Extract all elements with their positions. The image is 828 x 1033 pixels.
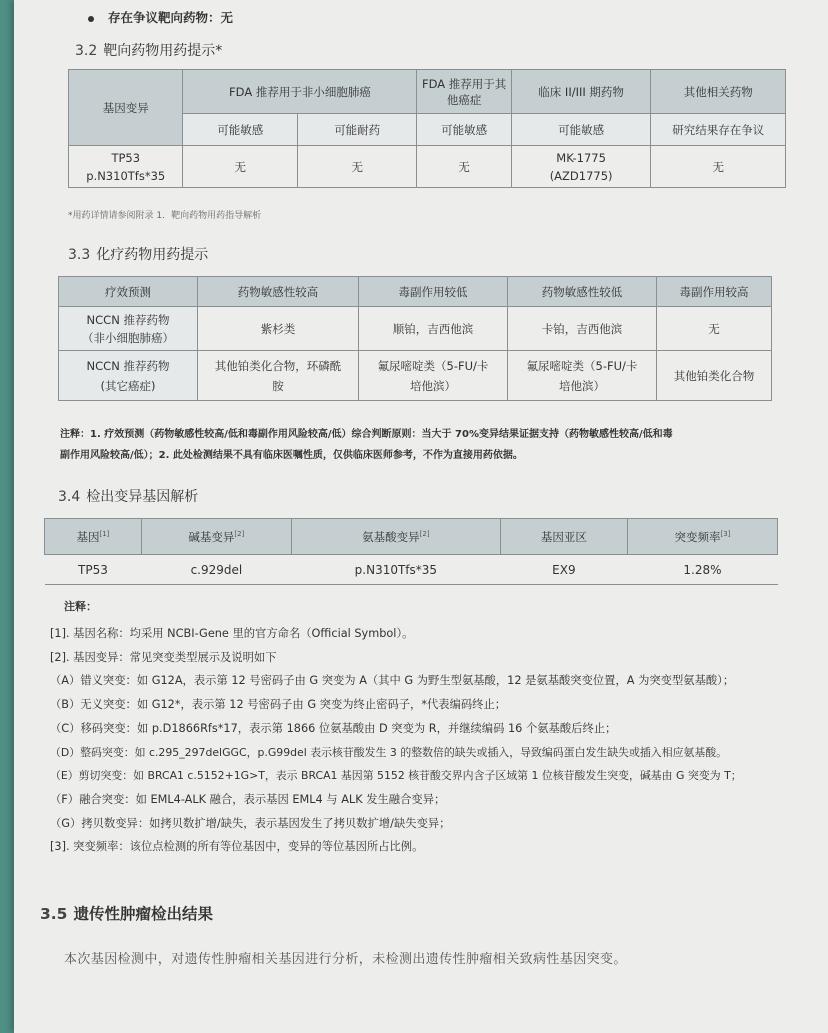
list-item: （A）错义突变：如 G12A，表示第 12 号密码子由 G 突变为 A（其中 G 为野生型氨基酸，12 是氨基酸突变位置，A 为突变型氨基酸）； xyxy=(50,674,735,688)
cell-base-change: c.929del xyxy=(141,555,291,585)
list-item: （C）移码突变：如 p.D1866Rfs*17，表示第 1866 位氨基酸由 D 突变为 R，并继续编码 16 个氨基酸后终止； xyxy=(50,721,617,735)
cell-fda-other-sensitive: 无 xyxy=(417,146,511,188)
targeted-footnote: *用药详情请参阅附录 1．靶向药物用药指导解析 xyxy=(68,211,262,221)
page-edge-band xyxy=(0,0,14,1033)
list-item: （E）剪切突变：如 BRCA1 c.5152+1G>T，表示 BRCA1 基因第 5152 核苷酸交界内含子区域第 1 位核苷酸发生突变，碱基由 G 突变为 T； xyxy=(50,769,742,783)
cell-clinical-drug: MK-1775 (AZD1775) xyxy=(511,146,651,188)
th-fda-other: FDA 推荐用于其他癌症 xyxy=(417,70,511,114)
th-sensitive-nsclc: 可能敏感 xyxy=(183,114,297,146)
table-row xyxy=(59,351,772,401)
th-frequency: 突变频率[3] xyxy=(627,519,777,555)
annotation-label: 注释： xyxy=(64,600,97,613)
th-gene-variant: 基因变异 xyxy=(69,70,183,146)
th-clinical-phase: 临床 II/III 期药物 xyxy=(511,70,651,114)
table-row xyxy=(45,555,778,585)
cell-fda-nsclc-sensitive: 无 xyxy=(183,146,297,188)
list-item: （D）整码突变：如 c.295_297delGGC，p.G99del 表示核苷酸发生 3 的整数倍的缺失或插入，导致编码蛋白发生缺失或插入相应氨基酸。 xyxy=(50,745,728,759)
th-low-toxicity: 毒副作用较低 xyxy=(359,277,508,307)
th-resistant-nsclc: 可能耐药 xyxy=(297,114,417,146)
th-other-drugs: 其他相关药物 xyxy=(651,70,786,114)
cell-gene: TP53 p.N310Tfs*35 xyxy=(69,146,183,188)
th-sensitive-clinical: 可能敏感 xyxy=(511,114,651,146)
cell-subregion: EX9 xyxy=(500,555,627,585)
section-3-3-title: 3.3 化疗药物用药提示 xyxy=(68,247,209,263)
th-disputed: 研究结果存在争议 xyxy=(651,114,786,146)
list-item: [3]. 突变频率：该位点检测的所有等位基因中，变异的等位基因所占比例。 xyxy=(50,840,424,854)
cell-gene: TP53 xyxy=(45,555,142,585)
cell-label-other: NCCN 推荐药物 (其它癌症) xyxy=(59,351,198,401)
chemo-note: 注释：1. 疗效预测（药物敏感性较高/低和毒副作用风险较高/低）综合判断原则：当大于 70%变异结果证据支持（药物敏感性较高/低和毒 副作用风险较高/低）；2. 此处检测结果不具有临床医嘱性质，仅供临床医师参考，不作为直接用药依据。 xyxy=(60,429,673,461)
th-gene: 基因[1] xyxy=(45,519,142,555)
list-item: （G）拷贝数变异：如拷贝数扩增/缺失，表示基因发生了拷贝数扩增/缺失变异； xyxy=(50,816,451,830)
list-item: （F）融合突变：如 EML4-ALK 融合，表示基因 EML4 与 ALK 发生融合变异； xyxy=(50,792,446,806)
cell-fda-nsclc-resistant: 无 xyxy=(297,146,417,188)
cell-high-sens-other: 其他铂类化合物，环磷酰 胺 xyxy=(198,351,359,401)
table-row xyxy=(69,146,786,188)
targeted-drug-table xyxy=(68,69,786,188)
th-high-sensitivity: 药物敏感性较高 xyxy=(198,277,359,307)
th-fda-nsclc: FDA 推荐用于非小细胞肺癌 xyxy=(183,70,417,114)
th-efficacy: 疗效预测 xyxy=(59,277,198,307)
variant-table xyxy=(44,518,778,585)
section-3-2-title: 3.2 靶向药物用药提示* xyxy=(75,43,223,59)
cell-high-tox-other: 其他铂类化合物 xyxy=(657,351,772,401)
section-3-5-title: 3.5 遗传性肿瘤检出结果 xyxy=(40,905,213,923)
th-low-sensitivity: 药物敏感性较低 xyxy=(508,277,657,307)
cell-frequency: 1.28% xyxy=(627,555,777,585)
annotation-list xyxy=(50,622,800,859)
th-high-toxicity: 毒副作用较高 xyxy=(657,277,772,307)
cell-low-sens-nsclc: 卡铂，吉西他滨 xyxy=(508,307,657,351)
section-3-4-title: 3.4 检出变异基因解析 xyxy=(58,489,199,505)
cell-high-sens-nsclc: 紫杉类 xyxy=(198,307,359,351)
table-row xyxy=(59,307,772,351)
chemo-drug-table xyxy=(58,276,772,401)
bullet-dot xyxy=(88,16,94,22)
disputed-drugs-line xyxy=(88,8,233,26)
list-item: [2]. 基因变异：常见突变类型展示及说明如下 xyxy=(50,650,277,664)
disputed-drugs-text: 存在争议靶向药物：无 xyxy=(108,10,234,25)
cell-aa-change: p.N310Tfs*35 xyxy=(291,555,500,585)
th-subregion: 基因亚区 xyxy=(500,519,627,555)
th-base-change: 碱基变异[2] xyxy=(141,519,291,555)
cell-label-nsclc: NCCN 推荐药物 （非小细胞肺癌） xyxy=(59,307,198,351)
hereditary-result-text: 本次基因检测中，对遗传性肿瘤相关基因进行分析，未检测出遗传性肿瘤相关致病性基因突变。 xyxy=(64,952,627,967)
th-sensitive-other: 可能敏感 xyxy=(417,114,511,146)
cell-low-tox-nsclc: 顺铂，吉西他滨 xyxy=(359,307,508,351)
cell-other-drugs: 无 xyxy=(651,146,786,188)
list-item: [1]. 基因名称：均采用 NCBI-Gene 里的官方命名（Official Symbol）。 xyxy=(50,627,414,640)
cell-high-tox-nsclc: 无 xyxy=(657,307,772,351)
cell-low-tox-other: 氟尿嘧啶类（5-FU/卡 培他滨） xyxy=(359,351,508,401)
cell-low-sens-other: 氟尿嘧啶类（5-FU/卡 培他滨） xyxy=(508,351,657,401)
th-aa-change: 氨基酸变异[2] xyxy=(291,519,500,555)
list-item: （B）无义突变：如 G12*，表示第 12 号密码子由 G 突变为终止密码子，*代表编码终止； xyxy=(50,698,507,712)
